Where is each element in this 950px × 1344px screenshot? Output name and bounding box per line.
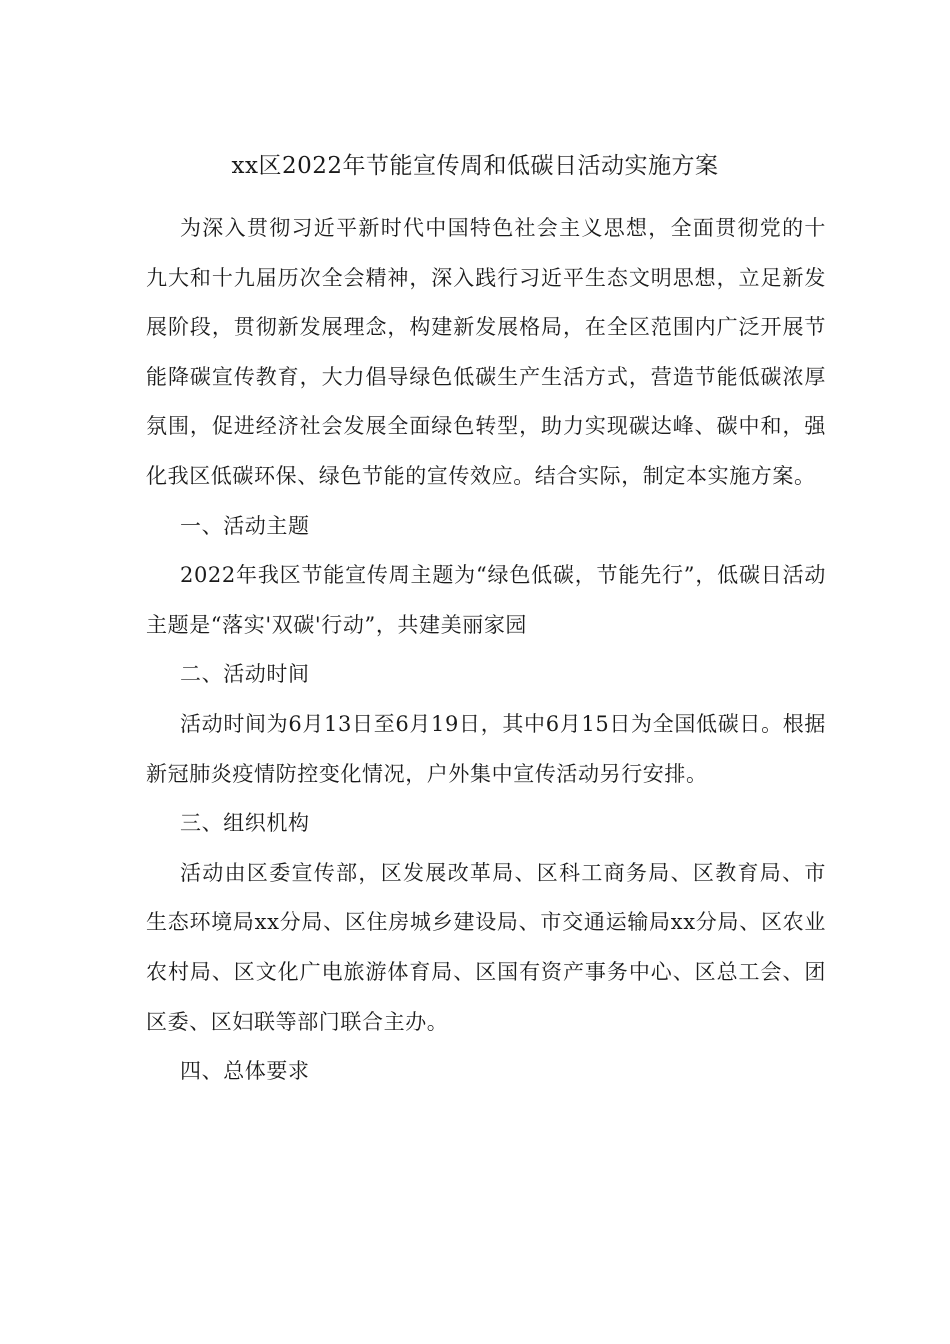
intro-paragraph: 为深入贯彻习近平新时代中国特色社会主义思想，全面贯彻党的十九大和十九届历次全会精神，深入践行习近平生态文明思想，立足新发展阶段，贯彻新发展理念，构建新发展格局，在全区范围内广泛开展节能降碳宣传教育，大力倡导绿色低碳生产生活方式，营造节能低碳浓厚氛围，促进经济社会发展全面绿色转型，助力实现碳达峰、碳中和，强化我区低碳环保、绿色节能的宣传效应。结合实际，制定本实施方案。 <box>146 216 826 488</box>
section-heading-theme: 一、活动主题 <box>180 513 310 538</box>
section-heading-organization: 三、组织机构 <box>180 811 310 836</box>
document-body <box>146 204 826 1097</box>
time-paragraph: 活动时间为6月13日至6月19日，其中6月15日为全国低碳日。根据新冠肺炎疫情防控变化情况，户外集中宣传活动另行安排。 <box>146 711 826 786</box>
theme-paragraph: 2022年我区节能宣传周主题为“绿色低碳，节能先行”，低碳日活动主题是“落实'双碳'行动”，共建美丽家园 <box>146 563 826 637</box>
section-heading-time: 二、活动时间 <box>180 662 310 687</box>
document-title: xx区2022年节能宣传周和低碳日活动实施方案 <box>231 153 719 179</box>
section-heading-requirements: 四、总体要求 <box>180 1059 310 1084</box>
organization-paragraph: 活动由区委宣传部，区发展改革局、区科工商务局、区教育局、市生态环境局xx分局、区住房城乡建设局、市交通运输局xx分局、区农业农村局、区文化广电旅游体育局、区国有资产事务中心、区总工会、团区委、区妇联等部门联合主办。 <box>146 860 826 1034</box>
